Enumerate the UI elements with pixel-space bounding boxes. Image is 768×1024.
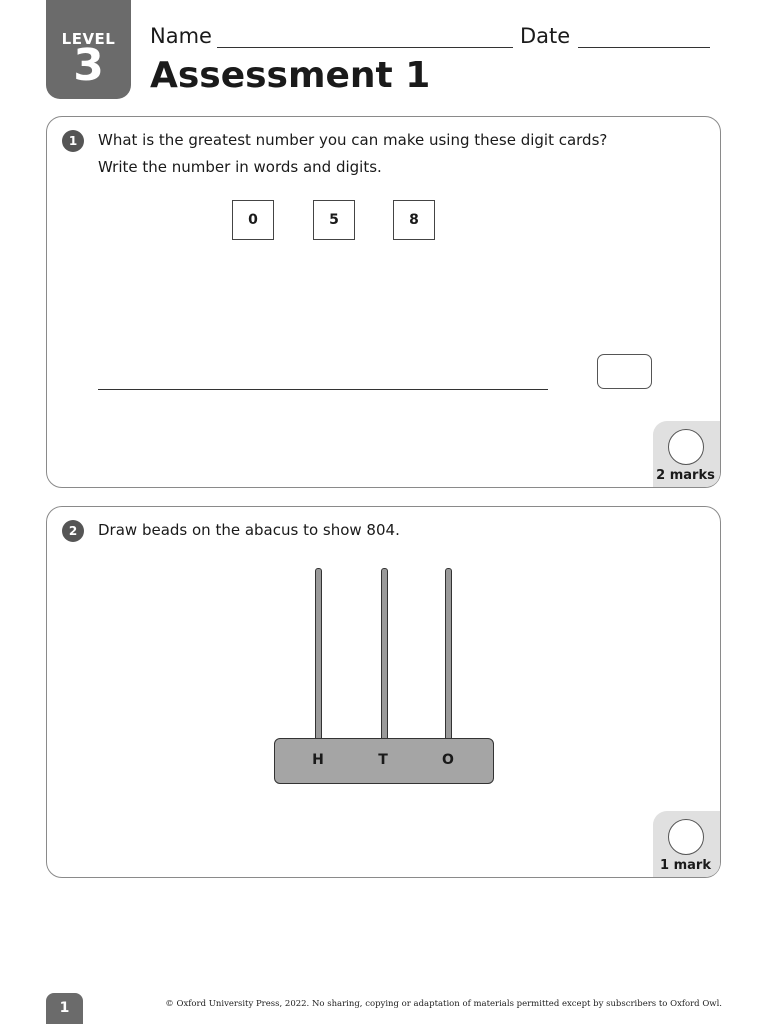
question-2-number: 2 — [62, 520, 84, 542]
words-answer-line[interactable] — [98, 389, 548, 390]
page-title: Assessment 1 — [150, 55, 431, 96]
digits-answer-box[interactable] — [597, 354, 652, 389]
place-label-ones: O — [442, 752, 454, 768]
place-label-hundreds: H — [312, 752, 324, 768]
abacus-rod-ones[interactable] — [445, 568, 452, 742]
name-field[interactable] — [217, 47, 513, 48]
marks-tab — [653, 421, 720, 487]
place-label-tens: T — [378, 752, 388, 768]
copyright-notice: © Oxford University Press, 2022. No sharing, copying or adaptation of materials permitted except by subscribers to Oxford Owl. — [165, 999, 722, 1009]
page-number: 1 — [46, 993, 83, 1024]
question-1-text: What is the greatest number you can make using these digit cards? — [98, 131, 608, 149]
marks-label: 2 marks — [656, 468, 715, 483]
question-1-box — [46, 116, 721, 488]
marks-circle[interactable] — [668, 429, 704, 465]
abacus-rod-hundreds[interactable] — [315, 568, 322, 742]
level-number: 3 — [73, 40, 104, 91]
level-badge — [46, 0, 131, 99]
marks-label: 1 mark — [660, 858, 711, 873]
marks-circle[interactable] — [668, 819, 704, 855]
level-label: LEVEL — [61, 30, 116, 48]
question-1-instruction: Write the number in words and digits. — [98, 158, 382, 176]
marks-tab — [653, 811, 720, 877]
question-1-number: 1 — [62, 130, 84, 152]
name-label: Name — [150, 24, 212, 48]
date-label: Date — [520, 24, 571, 48]
question-2-text: Draw beads on the abacus to show 804. — [98, 521, 400, 539]
date-field[interactable] — [578, 47, 710, 48]
abacus-base — [274, 738, 494, 784]
digit-card: 5 — [313, 200, 355, 240]
digit-card: 0 — [232, 200, 274, 240]
digit-card: 8 — [393, 200, 435, 240]
question-2-box — [46, 506, 721, 878]
abacus-rod-tens[interactable] — [381, 568, 388, 742]
